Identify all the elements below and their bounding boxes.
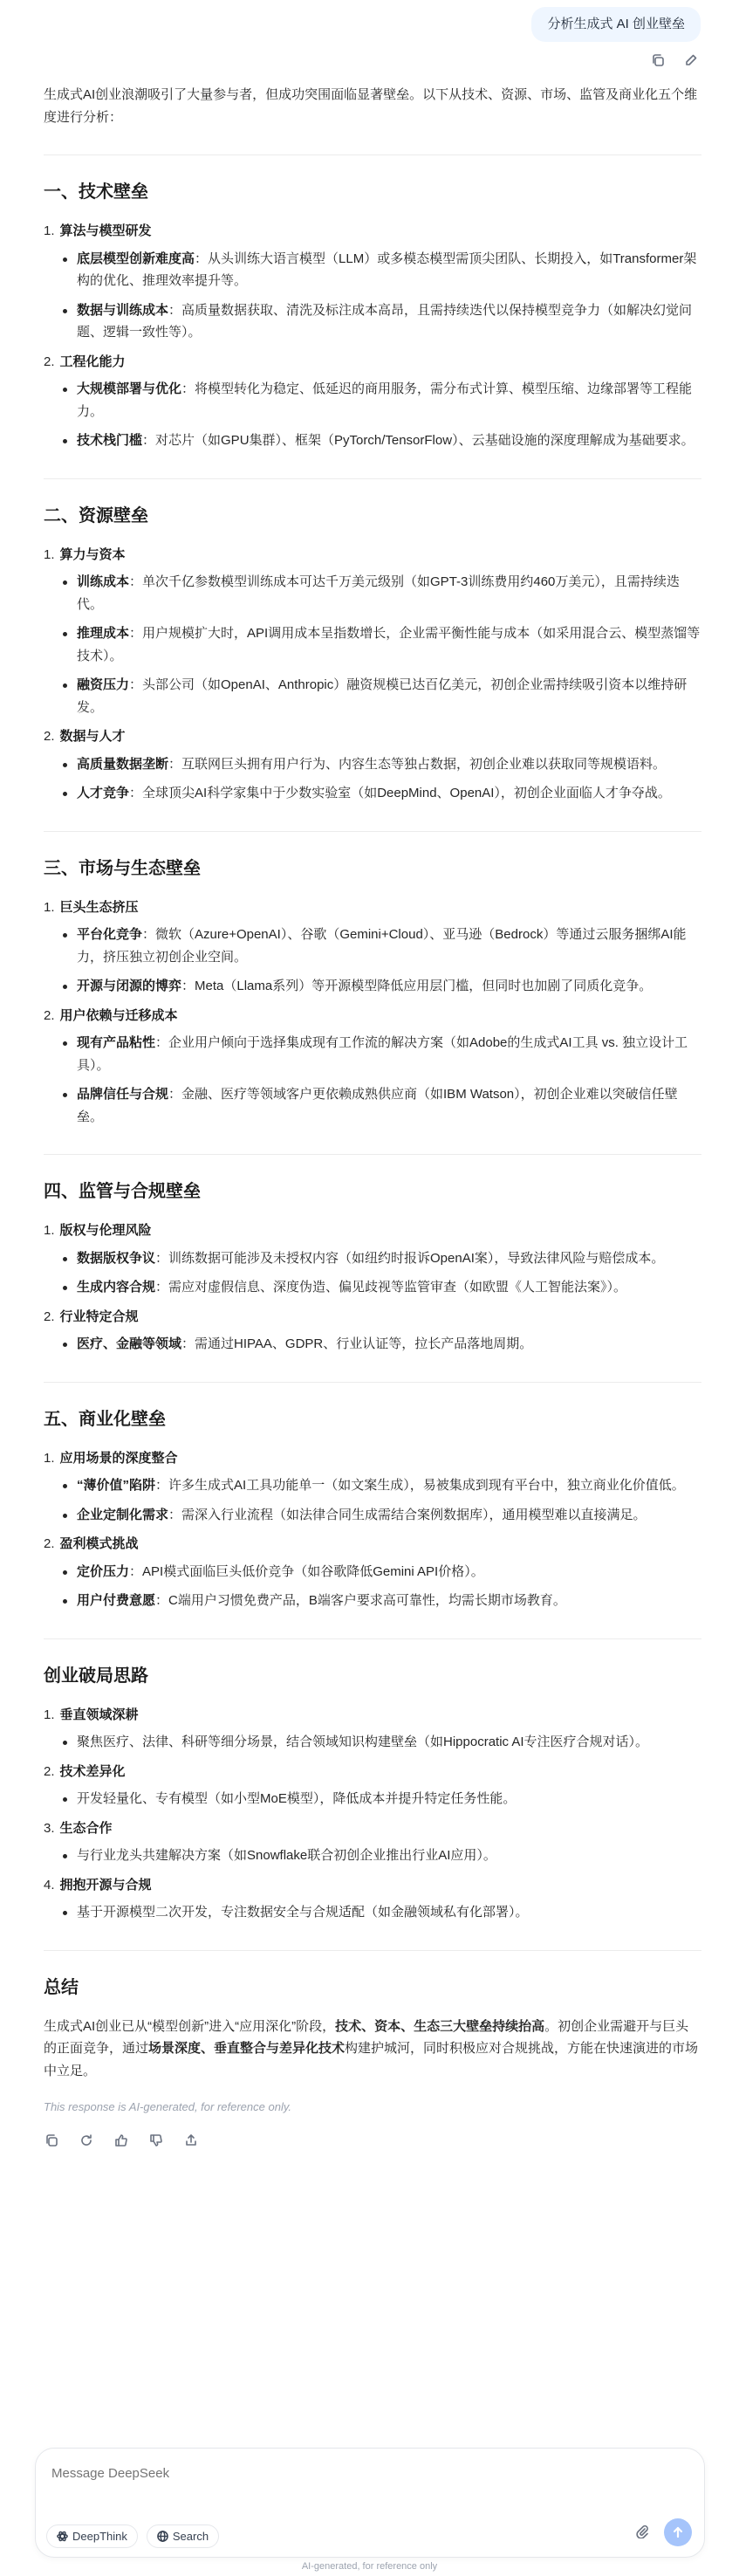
item-term: 推理成本 (77, 626, 130, 641)
list-item (77, 753, 701, 776)
subsection (44, 1447, 701, 1527)
subsection-label: 工程化能力 (59, 354, 126, 369)
answer-section (44, 1664, 701, 1924)
summary-section (44, 1975, 701, 2149)
list-item (77, 1504, 701, 1527)
list-item (77, 1032, 701, 1076)
list-number: 1. (44, 899, 55, 915)
answer-section (44, 1179, 701, 1356)
item-text: ：Meta（Llama系列）等开源模型降低应用层门槛，但同时也加剧了同质化竞争。 (181, 979, 653, 993)
answer-section (44, 856, 701, 1129)
subsection-label: 垂直领域深耕 (59, 1707, 139, 1722)
bullet-list (44, 1731, 701, 1754)
subsection (44, 544, 701, 719)
item-text: ：用户规模扩大时，API调用成本呈指数增长，企业需平衡性能与成本（如采用混合云、模型蒸馏等技术）。 (77, 626, 701, 663)
share-icon[interactable] (183, 2133, 199, 2148)
subsection-label: 用户依赖与迁移成本 (59, 1007, 178, 1023)
item-text: ：金融、医疗等领域客户更依赖成熟供应商（如IBM Watson），初创企业难以突破信任壁垒。 (77, 1087, 678, 1124)
item-term: 底层模型创新难度高 (77, 251, 195, 266)
send-button[interactable] (664, 2518, 692, 2546)
subsection-title (44, 1306, 701, 1329)
footer-note: AI-generated, for reference only (301, 2561, 438, 2572)
bullet-list (44, 753, 701, 805)
bullet-list (44, 1247, 701, 1299)
list-item (77, 622, 701, 667)
section-title: 五、商业化壁垒 (44, 1409, 166, 1429)
item-term: 人才竞争 (77, 786, 130, 800)
bullet-list (44, 1901, 701, 1924)
item-term: 数据版权争议 (77, 1250, 156, 1266)
ai-disclaimer: This response is AI-generated, for reference only. (44, 2100, 291, 2113)
subsection-title (44, 896, 701, 919)
item-text: 基于开源模型二次开发，专注数据安全与合规适配（如金融领域私有化部署）。 (77, 1905, 529, 1920)
list-item (77, 1901, 701, 1924)
list-number: 1. (44, 1707, 55, 1722)
list-number: 2. (44, 1007, 55, 1023)
message-input[interactable] (51, 2466, 662, 2481)
item-text: ：全球顶尖AI科学家集中于少数实验室（如DeepMind、OpenAI），初创企业面临人才争夺战。 (129, 786, 671, 800)
summary-bold: 技术、资本、生态三大壁垒持续抬高 (335, 2018, 545, 2034)
arrow-up-icon (672, 2526, 684, 2538)
item-term: 技术栈门槛 (77, 433, 143, 448)
subsection-label: 版权与伦理风险 (59, 1223, 152, 1238)
item-text: ：许多生成式AI工具功能单一（如文案生成），易被集成到现有平台中，独立商业化价值低。 (155, 1478, 685, 1493)
subsection-label: 算力与资本 (59, 546, 126, 562)
summary-bold: 场景深度、垂直整合与差异化技术 (148, 2041, 346, 2056)
bullet-list (44, 1561, 701, 1612)
list-item (77, 1083, 701, 1128)
divider (44, 1950, 701, 1951)
composer-tools (46, 2524, 219, 2548)
subsection-label: 行业特定合规 (59, 1309, 139, 1324)
item-text: ：需深入行业流程（如法律合同生成需结合案例数据库），通用模型难以直接满足。 (168, 1507, 647, 1522)
bullet-list (44, 1788, 701, 1810)
item-text: ：头部公司（如OpenAI、Anthropic）融资规模已达百亿美元，初创企业需持续吸引资本以维持研发。 (77, 677, 688, 715)
subsection (44, 1306, 701, 1356)
summary-part: 。初创企业需避开与巨头的正面竞争，通过 (44, 2018, 689, 2056)
subsection-title (44, 1817, 701, 1840)
list-item (77, 299, 701, 344)
list-number: 1. (44, 1450, 55, 1466)
item-text: 聚焦医疗、法律、科研等细分场景，结合领域知识构建壁垒（如Hippocratic AI专注医疗合规对话）。 (77, 1735, 649, 1749)
thumbs-up-icon[interactable] (113, 2133, 129, 2148)
list-number: 2. (44, 1763, 55, 1779)
item-term: 现有产品粘性 (77, 1035, 156, 1050)
subsection-title (44, 544, 701, 567)
subsection (44, 220, 701, 344)
subsection (44, 1533, 701, 1612)
item-text: ：从头训练大语言模型（LLM）或多模态模型需顶尖团队、长期投入，如Transformer架构的优化、推理效率提升等。 (77, 251, 697, 288)
answer-sections (44, 155, 701, 1924)
copy-icon[interactable] (650, 52, 666, 68)
section-title: 四、监管与合规壁垒 (44, 1182, 201, 1201)
deepthink-label: DeepThink (72, 2530, 127, 2543)
list-item (77, 1333, 701, 1356)
search-label: Search (172, 2530, 209, 2543)
list-number: 2. (44, 354, 55, 369)
divider (44, 478, 701, 479)
bullet-list (44, 378, 701, 452)
list-number: 2. (44, 729, 55, 744)
item-term: 数据与训练成本 (77, 302, 169, 318)
item-text: ：需应对虚假信息、深度伪造、偏见歧视等监管审查（如欧盟《人工智能法案》）。 (155, 1280, 627, 1295)
subsection-title (44, 351, 701, 374)
list-item (77, 378, 701, 422)
subsection (44, 1219, 701, 1299)
divider (44, 1638, 701, 1639)
subsection-title (44, 1533, 701, 1556)
subsection-title (44, 1874, 701, 1897)
subsection-title (44, 1447, 701, 1470)
subsection-title (44, 725, 701, 748)
section-title: 三、市场与生态壁垒 (44, 858, 201, 878)
item-text: ：C端用户习惯免费产品，B端客户要求高可靠性，均需长期市场教育。 (155, 1593, 566, 1608)
section-title: 二、资源壁垒 (44, 505, 148, 526)
list-item (77, 1788, 701, 1810)
item-text: 与行业龙头共建解决方案（如Snowflake联合初创企业推出行业AI应用）。 (77, 1848, 496, 1863)
divider (44, 1154, 701, 1155)
answer-intro: 生成式AI创业浪潮吸引了大量参与者，但成功突围面临显著壁垒。以下从技术、资源、市场、监管及商业化五个维度进行分析： (44, 87, 698, 125)
subsection (44, 1704, 701, 1754)
answer-section (44, 1407, 701, 1612)
subsection-label: 生态合作 (59, 1820, 113, 1836)
subsection (44, 1874, 701, 1924)
list-item (77, 975, 701, 998)
deepthink-button[interactable] (46, 2524, 138, 2548)
list-item (77, 1474, 701, 1497)
item-term: 开源与闭源的博弈 (77, 979, 182, 993)
subsection-title (44, 1761, 701, 1783)
bullet-list (44, 248, 701, 344)
item-term: 融资压力 (77, 677, 130, 692)
list-number: 2. (44, 1536, 55, 1551)
subsection-label: 拥抱开源与合规 (59, 1877, 152, 1893)
user-message-bubble: 分析生成式 AI 创业壁垒 (531, 7, 701, 42)
subsection (44, 896, 701, 998)
user-message-actions (650, 52, 699, 68)
list-item (77, 782, 701, 805)
regenerate-icon[interactable] (79, 2133, 94, 2148)
summary-part: 生成式AI创业已从“模型创新”进入“应用深化”阶段， (44, 2018, 336, 2034)
section-title: 总结 (44, 1977, 79, 1997)
list-number: 1. (44, 546, 55, 562)
globe-icon (157, 2531, 168, 2542)
subsection-title (44, 1704, 701, 1727)
bullet-list (44, 1032, 701, 1128)
summary-text (44, 2016, 701, 2083)
list-number: 3. (44, 1820, 55, 1836)
item-text: ：企业用户倾向于选择集成现有工作流的解决方案（如Adobe的生成式AI工具 vs. 独立设计工具）。 (77, 1035, 688, 1073)
copy-icon[interactable] (44, 2133, 59, 2148)
item-term: 高质量数据垄断 (77, 756, 169, 772)
item-text: ：高质量数据获取、清洗及标注成本高昂，且需持续迭代以保持模型竞争力（如解决幻觉问题、逻辑一致性等）。 (77, 302, 693, 340)
list-item (77, 571, 701, 615)
list-item (77, 1590, 701, 1612)
answer-actions (44, 2133, 701, 2148)
list-item (77, 1276, 701, 1299)
bullet-list (44, 1333, 701, 1356)
bullet-list (44, 924, 701, 998)
section-title: 一、技术壁垒 (44, 182, 148, 202)
item-text: ：将模型转化为稳定、低延迟的商用服务，需分布式计算、模型压缩、边缘部署等工程能力。 (77, 381, 693, 419)
list-item (77, 1731, 701, 1754)
edit-icon[interactable] (683, 52, 699, 68)
item-text: ：训练数据可能涉及未授权内容（如纽约时报诉OpenAI案），导致法律风险与赔偿成本。 (155, 1250, 665, 1266)
item-term: 定价压力 (77, 1563, 130, 1579)
item-text: ：对芯片（如GPU集群）、框架（PyTorch/TensorFlow）、云基础设施的深度理解成为基础要求。 (142, 433, 695, 448)
section-title: 创业破局思路 (44, 1666, 148, 1686)
item-term: 医疗、金融等领域 (77, 1336, 182, 1351)
subsection-label: 盈利模式挑战 (59, 1536, 139, 1551)
list-item (77, 924, 701, 968)
bullet-list (44, 571, 701, 718)
item-text: ：互联网巨头拥有用户行为、内容生态等独占数据，初创企业难以获取同等规模语料。 (168, 756, 667, 772)
subsection (44, 1817, 701, 1867)
list-number: 1. (44, 1223, 55, 1238)
subsection-title (44, 1219, 701, 1242)
divider (44, 831, 701, 832)
item-term: 生成内容合规 (77, 1280, 156, 1295)
item-text: ：微软（Azure+OpenAI）、谷歌（Gemini+Cloud）、亚马逊（Bedrock）等通过云服务捆绑AI能力，挤压独立初创企业空间。 (77, 927, 687, 965)
item-term: 企业定制化需求 (77, 1507, 169, 1522)
item-text: 开发轻量化、专有模型（如小型MoE模型），降低成本并提升特定任务性能。 (77, 1791, 517, 1806)
subsection-label: 技术差异化 (59, 1763, 126, 1779)
list-item (77, 674, 701, 718)
item-term: “薄价值”陷阱 (77, 1478, 156, 1493)
list-item (77, 1844, 701, 1867)
summary-part: 构建护城河，同时积极应对合规挑战，方能在快速演进的市场中立足。 (44, 2041, 699, 2078)
list-number: 2. (44, 1309, 55, 1324)
answer-section (44, 504, 701, 805)
list-item (77, 429, 701, 452)
list-number: 1. (44, 223, 55, 238)
thumbs-down-icon[interactable] (148, 2133, 164, 2148)
search-button[interactable] (147, 2524, 219, 2548)
item-term: 平台化竞争 (77, 927, 143, 942)
item-text: ：API模式面临巨头低价竞争（如谷歌降低Gemini API价格）。 (129, 1563, 484, 1579)
subsection-title (44, 1005, 701, 1027)
subsection-label: 算法与模型研发 (59, 223, 152, 238)
assistant-answer (44, 84, 701, 2174)
subsection-label: 应用场景的深度整合 (59, 1450, 178, 1466)
answer-section (44, 180, 701, 452)
attach-icon[interactable] (634, 2524, 650, 2539)
item-text: ：需通过HIPAA、GDPR、行业认证等，拉长产品落地周期。 (181, 1336, 533, 1351)
list-item (77, 1561, 701, 1583)
bullet-list (44, 1474, 701, 1526)
item-text: ：单次千亿参数模型训练成本可达千万美元级别（如GPT-3训练费用约460万美元），且需持续迭代。 (77, 574, 680, 612)
item-term: 大规模部署与优化 (77, 381, 182, 396)
subsection-label: 数据与人才 (59, 729, 126, 744)
subsection (44, 1761, 701, 1810)
subsection (44, 1005, 701, 1129)
bullet-list (44, 1844, 701, 1867)
subsection-label: 巨头生态挤压 (59, 899, 139, 915)
subsection-title (44, 220, 701, 243)
item-term: 用户付费意愿 (77, 1593, 156, 1608)
list-number: 4. (44, 1877, 55, 1893)
atom-icon (57, 2531, 68, 2542)
item-term: 品牌信任与合规 (77, 1087, 169, 1102)
divider (44, 1382, 701, 1383)
subsection (44, 725, 701, 805)
item-term: 训练成本 (77, 574, 130, 589)
message-composer (35, 2448, 705, 2558)
list-item (77, 1247, 701, 1270)
list-item (77, 248, 701, 292)
subsection (44, 351, 701, 452)
